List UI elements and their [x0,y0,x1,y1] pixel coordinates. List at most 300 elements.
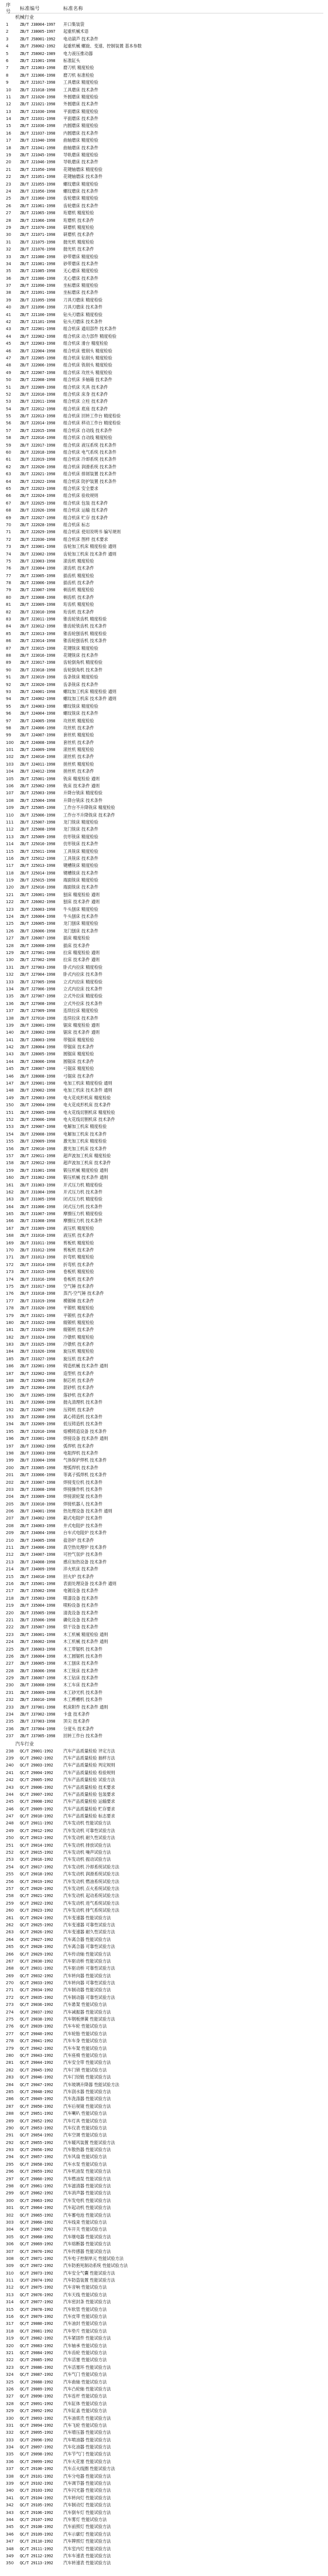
row-number: 267 [6,1958,14,1964]
table-row [6,609,323,616]
table-row [6,812,323,819]
row-number: 126 [6,928,14,934]
row-number: 223 [6,1632,14,1637]
row-number: 317 [6,2321,14,2327]
row-number: 86 [6,639,11,644]
standard-code: ZB/T J31021-1998 [20,1313,56,1318]
table-row [6,1015,323,1022]
standard-code: QC/T 29102-1992 [20,2481,53,2486]
row-number: 48 [6,363,11,368]
row-number: 338 [6,2474,14,2479]
standards-list [6,13,323,2567]
standard-code: ZB/T J31019-1998 [20,1298,56,1304]
row-number: 259 [6,1901,14,1906]
row-number: 26 [6,203,11,208]
row-number: 73 [6,544,11,550]
standard-code: ZB/T J27003-1998 [20,965,56,970]
standard-code: ZB/T J21003-1998 [20,66,56,71]
standard-code: ZB/T J25011-1998 [20,849,56,854]
standard-code: QC/T 29110-1992 [20,2539,53,2544]
standard-name: 搓丝机 技术条件 [63,769,94,774]
table-row [6,362,323,369]
standard-name: 制芯机 技术条件 [63,1378,94,1384]
standard-code: ZB/T J36008-1998 [20,1683,56,1688]
standard-name: 插齿机 技术条件 [63,580,94,586]
table-row [6,804,323,811]
standard-name: 组合机床 包装 技术条件 [63,500,108,506]
standard-name: 汽车线束 性能试验方法 [63,2219,107,2225]
standard-name: 液压机 精度检验 [63,1225,94,1231]
standard-name: 螺纹磨床 技术条件 [63,188,98,194]
row-number: 2 [6,29,9,35]
table-row [6,645,323,652]
standard-code: ZB/T J36004-1998 [20,1654,56,1659]
row-number: 49 [6,370,11,375]
table-row [6,1326,323,1333]
table-row [6,652,323,659]
standard-name: 圆锯床 技术条件 [63,1058,94,1064]
standard-code: ZB/T J25005-1998 [20,805,56,811]
row-number: 215 [6,1574,14,1579]
standard-code: ZB/T J31009-1998 [20,1226,56,1231]
row-number: 13 [6,109,11,114]
standard-code: QC/T 29053-1992 [20,2125,53,2131]
standard-code: QC/T 29030-1992 [20,1958,53,1964]
table-row [6,935,323,942]
row-number: 312 [6,2285,14,2290]
table-row [6,1675,323,1682]
table-row [6,2132,323,2139]
row-number: 193 [6,1415,14,1419]
table-row [6,768,323,775]
row-number: 32 [6,247,11,252]
row-number: 69 [6,515,11,520]
table-row [6,1551,323,1558]
row-number: 200 [6,1465,14,1470]
table-row [6,2342,323,2349]
row-number: 117 [6,863,14,869]
standard-name: 套丝机 技术条件 [63,739,94,745]
standard-code: ZB/T J27005-1998 [20,979,56,985]
standard-name: 汽车发动机 润滑系统试验方法 [63,1871,119,1877]
standard-code: QC/T 29036-1992 [20,2002,53,2008]
row-number: 194 [6,1422,14,1427]
standard-name: 工具铣床 技术条件 [63,855,98,861]
standard-name: 熔模铸造设备 技术条件 [63,1428,107,1434]
table-row [6,1370,323,1377]
standard-name: 汽车悬架 性能试验方法 [63,2002,107,2008]
standard-name: 汽车发动机 冷却系统试验方法 [63,1864,119,1870]
standard-code: QC/T 29077-1992 [20,2300,53,2305]
standard-code: ZB/T J25016-1998 [20,885,56,890]
standard-code: QC/T 29094-1992 [20,2423,53,2428]
standard-name: 空气锤 技术条件 [63,1283,94,1289]
row-number: 257 [6,1886,14,1891]
standard-name: 坐标磨床 精度检验 [63,283,98,289]
row-number: 327 [6,2394,14,2399]
row-number: 81 [6,602,11,608]
standard-code: ZB/T J31004-1998 [20,1189,56,1195]
table-row [6,1776,323,1783]
standard-code: ZB/T J25010-1998 [20,842,56,847]
table-row [6,289,323,296]
standard-name: 锻压机械 精度检验 通则 [63,1167,108,1173]
row-number: 210 [6,1538,14,1543]
standard-code: ZB/T J21070-1998 [20,225,56,230]
table-row [6,28,323,35]
table-row [6,1929,323,1936]
standard-code: QC/T 29028-1992 [20,1944,53,1950]
standard-name: 汽车传感器 性能试验方法 [63,2248,111,2254]
standard-name: 离心铸造机 技术条件 [63,1414,102,1419]
standard-name: 套丝机 精度检验 [63,732,94,738]
standard-code: ZB/T J25012-1998 [20,856,56,861]
table-row [6,1000,323,1007]
table-row [6,877,323,884]
row-number: 18 [6,145,11,150]
table-row [6,2364,323,2371]
standard-code: ZB/T J21060-1998 [20,196,56,201]
standard-code: QC/T 29096-1992 [20,2437,53,2443]
standard-code: ZB/T J31002-1998 [20,1175,56,1181]
table-row [6,2095,323,2102]
table-row [6,1189,323,1196]
row-number: 226 [6,1654,14,1659]
table-row [6,1210,323,1217]
standard-code: ZB/T J33006-1998 [20,1473,56,1478]
standard-name: 激光加工机床 精度检验 [63,1138,107,1144]
standard-code: QC/T 29056-1992 [20,2148,53,2153]
row-number: 334 [6,2445,14,2450]
row-number: 232 [6,1697,14,1703]
standard-code: ZB/T J25006-1998 [20,812,56,818]
row-number: 143 [6,1052,14,1057]
standard-name: 电火花成形机床 精度检验 [63,1095,111,1100]
standard-code: ZB/T J22017-1998 [20,443,56,448]
table-row [6,1051,323,1058]
table-row [6,979,323,986]
table-row [6,1160,323,1167]
standard-code: QC/T 29019-1992 [20,1879,53,1884]
row-number: 80 [6,595,11,600]
standard-code: QC/T 29085-1992 [20,2358,53,2363]
row-number: 164 [6,1204,14,1209]
table-row [6,949,323,956]
standard-code: ZB/T J31018-1998 [20,1291,56,1296]
standard-code: ZB/T J21071-1998 [20,232,56,238]
row-number: 273 [6,2002,14,2008]
row-number: 328 [6,2401,14,2406]
row-number: 342 [6,2503,14,2508]
standard-code: ZB/T J25015-1998 [20,878,56,883]
standard-name: 组合机床 滑台 精度检验 [63,341,108,347]
table-row [6,224,323,231]
standard-name: 汽车活塞环 性能试验方法 [63,2364,111,2370]
standard-code: QC/T 29092-1992 [20,2409,53,2414]
row-number: 29 [6,225,11,230]
table-row [6,2444,323,2451]
standard-name: 组合机床 润滑系统 技术条件 [63,464,117,469]
standard-code: ZB/T J58002-1992 [20,44,56,49]
standard-name: 汽车发动机 进气系统试验方法 [63,1900,119,1906]
table-row [6,2045,323,2052]
standard-code: ZB/T J24005-1998 [20,718,56,723]
table-row [6,318,323,325]
standard-name: 插床 精度检验 [63,935,90,941]
row-number: 42 [6,320,11,325]
row-number: 150 [6,1103,14,1108]
standard-code: ZB/T J32007-1998 [20,1407,56,1412]
table-row [6,1414,323,1421]
standard-code: ZB/T J25001-1998 [20,776,56,781]
standard-name: 弧焊机 技术条件 [63,1443,94,1449]
standard-name: 汽车后视镜 性能试验方法 [63,2103,111,2109]
row-number: 89 [6,660,11,666]
table-row [6,340,323,347]
row-number: 301 [6,2205,14,2211]
standard-code: QC/T 29023-1992 [20,1908,53,1913]
table-row [6,855,323,862]
table-row [6,732,323,739]
table-row [6,2081,323,2088]
standard-code: QC/T 29106-1992 [20,2510,53,2515]
standard-code: ZB/T J23004-1998 [20,566,56,571]
row-number: 350 [6,2561,14,2566]
row-number: 235 [6,1719,14,1724]
standard-name: 锻压机械 技术条件 通则 [63,1175,108,1181]
table-row [6,442,323,449]
table-row [6,579,323,586]
standard-code: QC/T 29058-1992 [20,2162,53,2167]
row-number: 4 [6,44,9,49]
table-row [6,1232,323,1239]
row-number: 297 [6,2176,14,2181]
standard-code: ZB/T J33001-1998 [20,1436,56,1442]
standard-code: ZB/T J29010-1998 [20,1146,56,1151]
table-row [6,1305,323,1312]
standard-name: 汽车产品质量检验 抽样方法 [63,1755,115,1761]
table-row [6,1240,323,1247]
standard-name: 激光加工机床 技术条件 [63,1145,107,1151]
standard-name: 气体保护焊机 技术条件 [63,1457,107,1463]
row-number: 283 [6,2075,14,2080]
standard-name: 组合机床 使用说明书 编写规则 [63,529,121,535]
standard-name: 汽车继电器 性能试验方法 [63,2234,111,2239]
row-number: 240 [6,1763,14,1768]
standard-code: ZB/T J33005-1998 [20,1465,56,1470]
standard-name: 外圆磨床 精度检验 [63,94,98,100]
table-row [6,1755,323,1762]
standard-code: ZB/T J33002-1998 [20,1443,56,1449]
standard-name: 汽车转向灯 性能试验方法 [63,2495,111,2500]
table-row [6,427,323,434]
standard-name: 锯床 技术条件 通则 [63,1030,100,1035]
standard-code: ZB/T J27007-1998 [20,994,56,999]
table-row [6,659,323,666]
standard-code: QC/T 29062-1992 [20,2191,53,2196]
standard-name: 分度头 技术条件 [63,1726,94,1731]
table-row [6,2502,323,2509]
table-row [6,2088,323,2095]
standard-code: ZB/T J22027-1998 [20,515,56,520]
standard-code: QC/T 29071-1992 [20,2256,53,2261]
standard-name: 电火花成形机床 技术条件 [63,1102,111,1108]
standard-name: 抛光机 精度检验 [63,239,94,245]
table-row [6,1646,323,1653]
standard-code: ZB/T J29008-1998 [20,1131,56,1137]
standard-name: 箱式电阻炉 技术条件 [63,1515,102,1521]
standard-code: ZB/T J22004-1998 [20,348,56,354]
row-number: 41 [6,312,11,317]
row-number: 204 [6,1494,14,1500]
standard-name: 螺纹铣床 精度检验 [63,703,98,709]
standard-name: 汽车散热器 性能试验方法 [63,2147,111,2153]
standard-name: 工具磨床 技术条件 [63,87,98,92]
standard-code: ZB/T J28001-1998 [20,1023,56,1028]
table-row [6,616,323,623]
table-row [6,1037,323,1044]
table-row [6,2531,323,2538]
row-number: 22 [6,174,11,180]
row-number: 87 [6,646,11,651]
table-row [6,1856,323,1863]
standard-name: 汽车变速器 性能试验方法 [63,1915,111,1920]
standard-name: 汽车软管 性能试验方法 [63,2306,107,2312]
row-number: 263 [6,1930,14,1935]
row-number: 220 [6,1610,14,1615]
standard-name: 清洗设备 技术条件 [63,1610,98,1615]
row-number: 339 [6,2481,14,2486]
row-number: 344 [6,2517,14,2522]
row-number: 335 [6,2452,14,2457]
table-row [6,2546,323,2553]
standard-name: 内圆磨床 精度检验 [63,123,98,129]
row-number: 20 [6,160,11,165]
standard-code: ZB/T J21020-1998 [20,94,56,100]
row-number: 166 [6,1219,14,1224]
standard-name: 齿条铣床 技术条件 [63,681,98,687]
standard-name: 汽车前照灯 性能试验方法 [63,2524,111,2530]
standard-name: 汽车产品质量检验 运输要求 [63,1799,115,1805]
table-row [6,1457,323,1464]
standard-name: 汽车灯具 性能试验方法 [63,2118,107,2124]
standard-name: 连续拉床 精度检验 [63,1008,98,1014]
row-number: 246 [6,1806,14,1812]
row-number: 287 [6,2104,14,2109]
table-row [6,1573,323,1580]
table-row [6,325,323,332]
table-row [6,2553,323,2560]
standard-name: 剪板机 技术条件 [63,1247,94,1253]
row-number: 269 [6,1973,14,1978]
standard-name: 汽车活塞 性能试验方法 [63,2357,107,2363]
table-row [6,115,323,122]
standard-name: 汽车油底壳 性能试验方法 [63,2415,111,2421]
table-row [6,21,323,28]
standard-name: 汽车产品质量检验 技术要求 [63,1784,115,1790]
row-number: 184 [6,1349,14,1354]
standard-code: ZB/T J31001-1998 [20,1168,56,1173]
table-row [6,2030,323,2038]
row-number: 10 [6,87,11,92]
standard-name: 螺纹铣床 技术条件 [63,711,98,716]
table-row [6,1566,323,1573]
row-number: 343 [6,2510,14,2515]
row-number: 70 [6,522,11,527]
standard-name: 焊接操作机 技术条件 [63,1486,102,1492]
row-number: 156 [6,1146,14,1151]
standard-code: QC/T 29088-1992 [20,2379,53,2385]
standard-code: QC/T 29107-1992 [20,2517,53,2522]
standard-name: 汽车钢板弹簧 性能试验方法 [63,2016,115,2022]
standard-name: 组合机床 立柱 技术条件 [63,399,108,404]
row-number: 98 [6,725,11,730]
standard-name: 汽车产品质量检验 贮存要求 [63,1806,115,1812]
row-number: 91 [6,675,11,680]
row-number: 296 [6,2169,14,2174]
standard-code: ZB/T J32005-1998 [20,1392,56,1398]
table-row [6,2241,323,2248]
standard-code: ZB/T J28008-1998 [20,1073,56,1079]
row-number: 23 [6,181,11,187]
row-number: 329 [6,2409,14,2414]
row-number: 211 [6,1545,14,1551]
table-row [6,725,323,732]
standard-name: 键槽铣床 精度检验 [63,863,98,869]
standard-code: ZB/T J34010-1998 [20,1574,56,1579]
standard-code: QC/T 29089-1992 [20,2386,53,2392]
row-number: 248 [6,1821,14,1826]
table-row [6,1435,323,1442]
table-row [6,2153,323,2160]
standard-name: 圆锯床 精度检验 [63,1051,94,1057]
row-number: 175 [6,1284,14,1289]
standard-code: ZB/T J33008-1998 [20,1487,56,1492]
row-number: 140 [6,1030,14,1035]
row-number: 138 [6,1016,14,1021]
row-number: 92 [6,682,11,687]
table-row [6,601,323,608]
standard-name: 组合机床 床身 技术条件 [63,391,108,397]
table-row [6,406,323,413]
row-number: 136 [6,1001,14,1006]
standard-code: QC/T 29068-1992 [20,2234,53,2239]
table-row [6,1508,323,1515]
table-row [6,36,323,43]
row-number: 110 [6,812,14,818]
row-number: 76 [6,566,11,571]
row-number: 314 [6,2300,14,2305]
group-title: 机械行业 [15,15,34,20]
standard-code: ZB/T J21006-1998 [20,73,56,78]
table-row [6,72,323,79]
standard-code: ZB/T J37005-1998 [20,1734,56,1739]
standard-code: QC/T 29057-1992 [20,2155,53,2160]
table-row [6,2407,323,2414]
standard-name: 汽车紧固件 性能试验方法 [63,2335,111,2341]
table-row [6,2009,323,2016]
row-number: 300 [6,2198,14,2203]
standard-code: ZB/T J29006-1998 [20,1117,56,1122]
table-row [6,413,323,420]
row-number: 330 [6,2416,14,2421]
standard-code: ZB/T J21096-1998 [20,305,56,310]
row-number: 290 [6,2125,14,2131]
row-number: 271 [6,1988,14,1993]
standard-code: QC/T 29063-1992 [20,2198,53,2203]
standard-name: 辊锻机 精度检验 [63,1319,94,1325]
standard-code: ZB/T J23020-1998 [20,682,56,687]
